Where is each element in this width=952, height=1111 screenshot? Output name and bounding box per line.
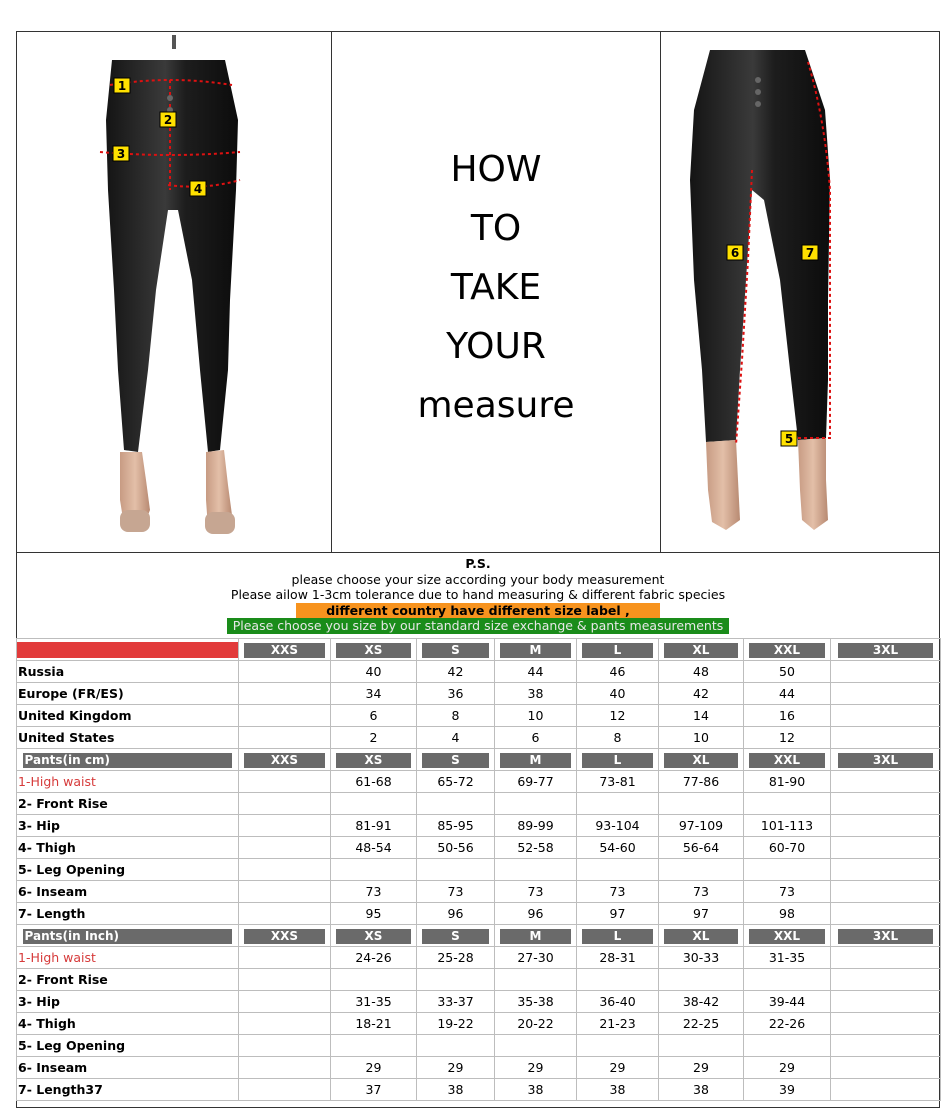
marker-1: 1 bbox=[117, 79, 127, 93]
table-cell bbox=[239, 837, 331, 859]
table-cell: 56-64 bbox=[659, 837, 744, 859]
size-header-cell bbox=[417, 925, 495, 947]
table-cell bbox=[831, 859, 941, 881]
size-label-xxs: XXS bbox=[244, 753, 324, 768]
howto-line-1: HOW bbox=[450, 149, 542, 190]
table-cell bbox=[831, 793, 941, 815]
table-cell bbox=[239, 727, 331, 749]
size-header-cell bbox=[577, 925, 659, 947]
table-cell: 31-35 bbox=[331, 991, 417, 1013]
side-view-illustration bbox=[680, 40, 850, 540]
size-label-s: S bbox=[422, 929, 490, 944]
table-cell bbox=[577, 859, 659, 881]
size-label-l: L bbox=[582, 929, 653, 944]
table-cell bbox=[495, 859, 577, 881]
table-cell bbox=[417, 793, 495, 815]
row-label: 1-High waist bbox=[17, 771, 239, 793]
howto-line-4: YOUR bbox=[446, 326, 546, 367]
size-header-cell bbox=[831, 749, 941, 771]
table-cell: 44 bbox=[744, 683, 831, 705]
table-cell: 12 bbox=[744, 727, 831, 749]
size-header-cell bbox=[239, 639, 331, 661]
table-cell: 36 bbox=[417, 683, 495, 705]
size-header-cell bbox=[495, 639, 577, 661]
table-cell bbox=[659, 1035, 744, 1057]
table-cell bbox=[831, 727, 941, 749]
table-cell: 12 bbox=[577, 705, 659, 727]
table-cell bbox=[831, 947, 941, 969]
row-label: Russia bbox=[17, 661, 239, 683]
table-cell bbox=[239, 793, 331, 815]
table-row bbox=[17, 1035, 941, 1057]
size-header-cell bbox=[744, 925, 831, 947]
table-cell bbox=[831, 683, 941, 705]
table-cell bbox=[744, 859, 831, 881]
size-header-cell bbox=[417, 639, 495, 661]
table-cell: 95 bbox=[331, 903, 417, 925]
table-cell: 98 bbox=[744, 903, 831, 925]
ps-orange-note: different country have different size label , bbox=[296, 603, 660, 619]
size-label-xl: XL bbox=[664, 929, 738, 944]
table-cell bbox=[239, 683, 331, 705]
table-cell: 36-40 bbox=[577, 991, 659, 1013]
size-header-cell bbox=[331, 749, 417, 771]
table-cell bbox=[831, 1079, 941, 1101]
red-header-bar bbox=[17, 642, 238, 658]
table-cell: 8 bbox=[577, 727, 659, 749]
size-header-cell bbox=[831, 925, 941, 947]
table-cell bbox=[831, 881, 941, 903]
size-label-l: L bbox=[582, 753, 653, 768]
table-row bbox=[17, 771, 941, 793]
table-cell: 40 bbox=[331, 661, 417, 683]
table-cell: 39 bbox=[744, 1079, 831, 1101]
table-cell bbox=[831, 815, 941, 837]
table-row bbox=[17, 683, 941, 705]
table-row bbox=[17, 991, 941, 1013]
ps-notes bbox=[16, 556, 940, 634]
table-cell: 85-95 bbox=[417, 815, 495, 837]
table-cell bbox=[239, 661, 331, 683]
size-header-cell bbox=[331, 925, 417, 947]
table-cell bbox=[331, 859, 417, 881]
table-cell: 38-42 bbox=[659, 991, 744, 1013]
section-header-text: Pants(in cm) bbox=[23, 753, 233, 768]
marker-6: 6 bbox=[730, 246, 740, 260]
table-cell bbox=[239, 815, 331, 837]
table-cell bbox=[239, 1013, 331, 1035]
size-header-row bbox=[17, 639, 941, 661]
table-cell: 73 bbox=[331, 881, 417, 903]
table-cell: 48-54 bbox=[331, 837, 417, 859]
table-cell: 97-109 bbox=[659, 815, 744, 837]
row-label: 6- Inseam bbox=[17, 881, 239, 903]
size-header-cell bbox=[744, 749, 831, 771]
table-cell: 6 bbox=[495, 727, 577, 749]
table-cell: 29 bbox=[331, 1057, 417, 1079]
size-header-cell bbox=[239, 749, 331, 771]
table-cell: 20-22 bbox=[495, 1013, 577, 1035]
size-label-3xl: 3XL bbox=[838, 929, 934, 944]
table-cell bbox=[831, 705, 941, 727]
size-header-cell bbox=[417, 749, 495, 771]
table-cell: 73 bbox=[744, 881, 831, 903]
table-row bbox=[17, 815, 941, 837]
marker-3: 3 bbox=[116, 147, 126, 161]
table-cell: 16 bbox=[744, 705, 831, 727]
size-header-cell bbox=[659, 639, 744, 661]
row-label: 2- Front Rise bbox=[17, 969, 239, 991]
table-row bbox=[17, 727, 941, 749]
table-cell: 31-35 bbox=[744, 947, 831, 969]
table-cell bbox=[239, 705, 331, 727]
table-cell: 96 bbox=[495, 903, 577, 925]
table-cell: 40 bbox=[577, 683, 659, 705]
size-header-cell bbox=[495, 749, 577, 771]
table-cell: 37 bbox=[331, 1079, 417, 1101]
row-label: 7- Length37 bbox=[17, 1079, 239, 1101]
size-header-cell bbox=[831, 639, 941, 661]
size-header-cell bbox=[331, 639, 417, 661]
table-cell: 50 bbox=[744, 661, 831, 683]
table-row bbox=[17, 859, 941, 881]
howto-line-3: TAKE bbox=[450, 267, 542, 308]
row-label: 5- Leg Opening bbox=[17, 1035, 239, 1057]
table-cell bbox=[495, 969, 577, 991]
table-cell: 4 bbox=[417, 727, 495, 749]
table-cell: 38 bbox=[495, 1079, 577, 1101]
table-cell bbox=[831, 1035, 941, 1057]
marker-5: 5 bbox=[784, 432, 794, 446]
table-cell: 33-37 bbox=[417, 991, 495, 1013]
howto-line-2: TO bbox=[470, 208, 522, 249]
size-label-s: S bbox=[422, 643, 490, 658]
table-cell: 96 bbox=[417, 903, 495, 925]
size-header-cell bbox=[744, 639, 831, 661]
size-chart-table bbox=[16, 638, 941, 1101]
table-cell bbox=[744, 969, 831, 991]
table-cell: 29 bbox=[659, 1057, 744, 1079]
table-cell: 60-70 bbox=[744, 837, 831, 859]
table-cell bbox=[831, 969, 941, 991]
table-cell bbox=[417, 969, 495, 991]
table-row bbox=[17, 793, 941, 815]
table-cell bbox=[331, 969, 417, 991]
ps-title: P.S. bbox=[465, 556, 491, 571]
size-label-xxl: XXL bbox=[749, 929, 825, 944]
table-cell bbox=[744, 793, 831, 815]
size-label-3xl: 3XL bbox=[838, 643, 934, 658]
table-cell: 18-21 bbox=[331, 1013, 417, 1035]
table-cell: 52-58 bbox=[495, 837, 577, 859]
table-cell: 25-28 bbox=[417, 947, 495, 969]
table-cell: 29 bbox=[744, 1057, 831, 1079]
table-cell bbox=[239, 859, 331, 881]
table-cell bbox=[659, 793, 744, 815]
row-label: 3- Hip bbox=[17, 991, 239, 1013]
table-cell: 42 bbox=[659, 683, 744, 705]
row-label: 7- Length bbox=[17, 903, 239, 925]
table-cell: 101-113 bbox=[744, 815, 831, 837]
size-label-xl: XL bbox=[664, 643, 738, 658]
table-cell: 77-86 bbox=[659, 771, 744, 793]
size-header-cell bbox=[659, 749, 744, 771]
table-cell: 73 bbox=[577, 881, 659, 903]
size-header-cell bbox=[239, 925, 331, 947]
table-cell bbox=[239, 881, 331, 903]
table-cell: 27-30 bbox=[495, 947, 577, 969]
table-cell: 10 bbox=[659, 727, 744, 749]
table-cell bbox=[577, 793, 659, 815]
table-cell bbox=[577, 1035, 659, 1057]
table-cell bbox=[239, 1035, 331, 1057]
size-label-m: M bbox=[500, 929, 571, 944]
table-cell bbox=[831, 903, 941, 925]
table-cell: 38 bbox=[577, 1079, 659, 1101]
section-header-label bbox=[17, 925, 239, 947]
table-cell: 21-23 bbox=[577, 1013, 659, 1035]
table-row bbox=[17, 1013, 941, 1035]
size-label-xs: XS bbox=[336, 753, 411, 768]
size-label-3xl: 3XL bbox=[838, 753, 934, 768]
table-cell: 89-99 bbox=[495, 815, 577, 837]
table-cell: 28-31 bbox=[577, 947, 659, 969]
row-label: 5- Leg Opening bbox=[17, 859, 239, 881]
size-label-xxs: XXS bbox=[244, 643, 324, 658]
divider-right bbox=[660, 31, 661, 553]
table-cell bbox=[831, 771, 941, 793]
table-row bbox=[17, 969, 941, 991]
table-cell bbox=[659, 969, 744, 991]
section-header-text: Pants(in Inch) bbox=[23, 929, 233, 944]
table-cell bbox=[239, 771, 331, 793]
size-header-cell bbox=[659, 925, 744, 947]
size-label-m: M bbox=[500, 643, 571, 658]
table-cell: 81-91 bbox=[331, 815, 417, 837]
marker-2: 2 bbox=[163, 113, 173, 127]
table-cell: 73 bbox=[417, 881, 495, 903]
ps-line-1: please choose your size according your body measurement bbox=[291, 571, 665, 587]
row-label: United States bbox=[17, 727, 239, 749]
table-row bbox=[17, 881, 941, 903]
table-cell bbox=[831, 1013, 941, 1035]
row-label: 6- Inseam bbox=[17, 1057, 239, 1079]
table-cell bbox=[577, 969, 659, 991]
table-cell bbox=[659, 859, 744, 881]
table-cell: 42 bbox=[417, 661, 495, 683]
table-cell: 48 bbox=[659, 661, 744, 683]
row-label: United Kingdom bbox=[17, 705, 239, 727]
table-cell bbox=[417, 859, 495, 881]
table-cell bbox=[239, 1079, 331, 1101]
table-row bbox=[17, 661, 941, 683]
section-header-label bbox=[17, 749, 239, 771]
table-cell: 81-90 bbox=[744, 771, 831, 793]
table-cell: 22-26 bbox=[744, 1013, 831, 1035]
table-cell: 39-44 bbox=[744, 991, 831, 1013]
row-label: 2- Front Rise bbox=[17, 793, 239, 815]
table-cell: 24-26 bbox=[331, 947, 417, 969]
table-cell: 65-72 bbox=[417, 771, 495, 793]
table-cell bbox=[744, 1035, 831, 1057]
size-header-row bbox=[17, 749, 941, 771]
table-row bbox=[17, 1079, 941, 1101]
table-cell: 29 bbox=[495, 1057, 577, 1079]
table-cell bbox=[495, 793, 577, 815]
how-to-measure-heading bbox=[332, 140, 660, 435]
ps-line-2: Please ailow 1-3cm tolerance due to hand measuring & different fabric species bbox=[230, 587, 726, 602]
row-label: 3- Hip bbox=[17, 815, 239, 837]
size-label-xl: XL bbox=[664, 753, 738, 768]
table-cell: 29 bbox=[577, 1057, 659, 1079]
table-cell: 46 bbox=[577, 661, 659, 683]
marker-4: 4 bbox=[193, 182, 203, 196]
table-cell: 50-56 bbox=[417, 837, 495, 859]
table-cell: 29 bbox=[417, 1057, 495, 1079]
size-label-xs: XS bbox=[336, 643, 411, 658]
table-cell bbox=[831, 1057, 941, 1079]
table-cell bbox=[831, 991, 941, 1013]
table-cell: 73 bbox=[495, 881, 577, 903]
row-label: 4- Thigh bbox=[17, 1013, 239, 1035]
table-row bbox=[17, 903, 941, 925]
table-row bbox=[17, 705, 941, 727]
table-cell bbox=[239, 969, 331, 991]
table-cell: 22-25 bbox=[659, 1013, 744, 1035]
section-header-label bbox=[17, 639, 239, 661]
table-row bbox=[17, 837, 941, 859]
table-cell bbox=[239, 991, 331, 1013]
ps-green-note: Please choose you size by our standard size exchange & pants measurements bbox=[227, 618, 730, 634]
table-cell bbox=[239, 947, 331, 969]
size-header-row bbox=[17, 925, 941, 947]
size-label-xxs: XXS bbox=[244, 929, 324, 944]
row-label: 4- Thigh bbox=[17, 837, 239, 859]
size-label-xxl: XXL bbox=[749, 753, 825, 768]
table-cell bbox=[239, 1057, 331, 1079]
table-cell: 38 bbox=[495, 683, 577, 705]
table-cell: 73 bbox=[659, 881, 744, 903]
table-cell: 93-104 bbox=[577, 815, 659, 837]
table-cell: 6 bbox=[331, 705, 417, 727]
table-cell: 61-68 bbox=[331, 771, 417, 793]
front-view-illustration bbox=[60, 40, 290, 540]
size-label-xxl: XXL bbox=[749, 643, 825, 658]
divider-bottom bbox=[16, 552, 940, 553]
size-header-cell bbox=[577, 639, 659, 661]
table-row bbox=[17, 947, 941, 969]
size-label-xs: XS bbox=[336, 929, 411, 944]
size-label-s: S bbox=[422, 753, 490, 768]
table-cell: 97 bbox=[659, 903, 744, 925]
table-cell: 2 bbox=[331, 727, 417, 749]
table-cell: 19-22 bbox=[417, 1013, 495, 1035]
size-label-m: M bbox=[500, 753, 571, 768]
table-cell: 8 bbox=[417, 705, 495, 727]
row-label: Europe (FR/ES) bbox=[17, 683, 239, 705]
table-cell bbox=[331, 1035, 417, 1057]
table-cell bbox=[331, 793, 417, 815]
howto-line-5: measure bbox=[417, 385, 575, 426]
table-cell: 97 bbox=[577, 903, 659, 925]
table-cell bbox=[239, 903, 331, 925]
table-cell bbox=[417, 1035, 495, 1057]
table-cell: 14 bbox=[659, 705, 744, 727]
table-cell bbox=[495, 1035, 577, 1057]
row-label: 1-High waist bbox=[17, 947, 239, 969]
table-cell: 69-77 bbox=[495, 771, 577, 793]
table-cell: 35-38 bbox=[495, 991, 577, 1013]
table-cell: 38 bbox=[417, 1079, 495, 1101]
size-header-cell bbox=[577, 749, 659, 771]
table-cell: 30-33 bbox=[659, 947, 744, 969]
table-cell: 10 bbox=[495, 705, 577, 727]
table-cell bbox=[831, 837, 941, 859]
table-cell bbox=[831, 661, 941, 683]
size-label-l: L bbox=[582, 643, 653, 658]
marker-7: 7 bbox=[805, 246, 815, 260]
table-cell: 38 bbox=[659, 1079, 744, 1101]
table-row bbox=[17, 1057, 941, 1079]
size-header-cell bbox=[495, 925, 577, 947]
table-cell: 44 bbox=[495, 661, 577, 683]
table-cell: 73-81 bbox=[577, 771, 659, 793]
table-cell: 54-60 bbox=[577, 837, 659, 859]
table-cell: 34 bbox=[331, 683, 417, 705]
